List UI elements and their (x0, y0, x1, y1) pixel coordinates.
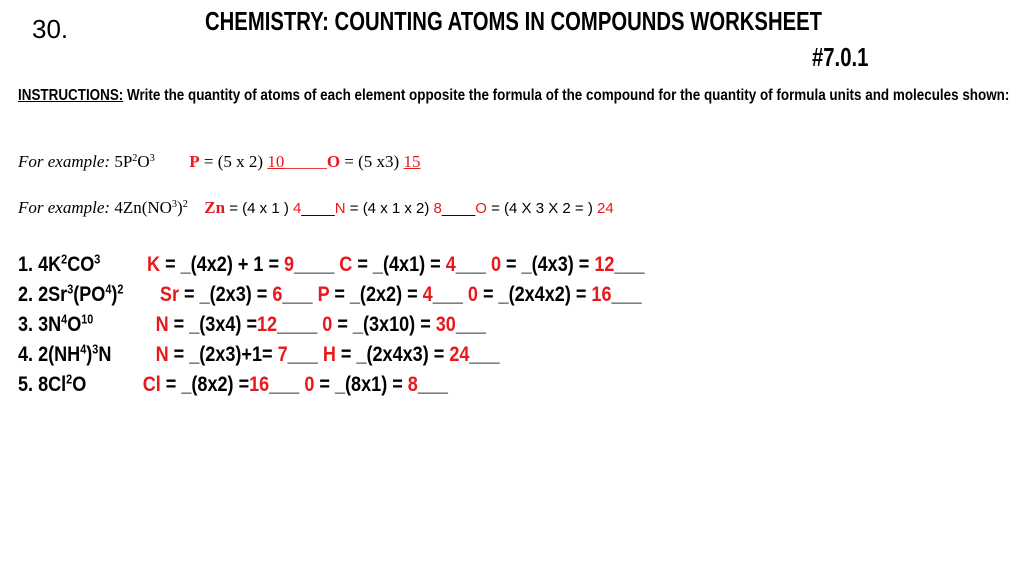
example-formula: $5P^2O^3$ (114, 152, 155, 171)
example-part: O = (4 X 3 X 2 = ) 24 (475, 200, 614, 217)
problem-part: Cl = _(8x2) =16___ (142, 373, 300, 396)
example-part: P = (5 x 2) 10_____ (189, 152, 327, 171)
example-part: O = (5 x3) 15 (326, 152, 421, 171)
problem-part: 0 = _(2x4x2) = 16___ (467, 283, 642, 306)
example-answer: 10 (267, 152, 285, 171)
example-label: For example: (18, 152, 111, 171)
problem-part: P = _(2x2) = 4___ (317, 283, 463, 306)
problem-row (18, 313, 562, 337)
problem-answer: 9 (284, 253, 295, 276)
slide-number: 30. (32, 14, 69, 44)
problem-row (18, 373, 518, 397)
problem-formula: 4. $2(NH^4)^3N$ (18, 342, 112, 366)
problem-formula: 1. $4K^2CO^3$ (18, 252, 101, 276)
example-answer: 15 (403, 152, 421, 171)
problem-answer: 30 (435, 313, 456, 336)
problem-answer: 6 (272, 283, 283, 306)
problem-part: K = _(4x2) + 1 = 9____ (147, 253, 335, 276)
example-answer: 24 (597, 200, 614, 217)
problem-part: C = _(4x1) = 4___ (339, 253, 486, 276)
problem-answer: 8 (407, 373, 418, 396)
example-label: For example: (18, 198, 111, 217)
problem-part: 0 = _(8x1) = 8___ (304, 373, 448, 396)
problem-answer: 16 (249, 373, 270, 396)
example-part: Zn = (4 x 1 ) 4____ (204, 198, 335, 217)
problem-answer: 24 (449, 343, 470, 366)
problem-part: Sr = _(2x3) = 6___ (159, 283, 313, 306)
problem-answer: 12 (594, 253, 615, 276)
problem-answer: 7 (277, 343, 288, 366)
worksheet-number: #7.0.1 (812, 42, 869, 72)
problem-answer: 16 (591, 283, 612, 306)
instructions (18, 84, 1018, 107)
example-formula: $4Zn(NO^3)^2$ (114, 198, 188, 217)
example-answer: 8 (433, 200, 442, 217)
problem-formula: 3. $3N^4O^{10}$ (18, 312, 94, 336)
problem-part: H = _(2x4x3) = 24___ (322, 343, 500, 366)
worksheet-title: CHEMISTRY: COUNTING ATOMS IN COMPOUNDS WORKSHEET (205, 6, 823, 36)
problem-formula: 5. 8Cl$^2$O (18, 372, 87, 396)
problem-answer: 4 (445, 253, 456, 276)
problem-row (18, 283, 743, 307)
problem-part: N = _(2x3)+1= 7___ (155, 343, 318, 366)
example-row (18, 198, 614, 218)
example-row (18, 152, 420, 172)
problem-answer: 12 (256, 313, 278, 336)
problem-row (18, 253, 747, 277)
problem-part: N = _(3x4) =12____ (155, 313, 318, 336)
problem-part: 0 = _(3x10) = 30___ (322, 313, 486, 336)
problem-row (18, 343, 578, 367)
example-answer: 4 (293, 200, 302, 217)
instructions-label: INSTRUCTIONS: (18, 87, 124, 104)
problem-answer: 4 (422, 283, 433, 306)
example-part: N = (4 x 1 x 2) 8____ (334, 200, 476, 217)
instructions-text: Write the quantity of atoms of each element opposite the formula of the compound for the quantity of formula units and molecules shown: (123, 87, 1010, 104)
problem-part: 0 = _(4x3) = 12___ (490, 253, 645, 276)
problem-formula: 2. $2Sr^3(PO^4)^2$ (18, 282, 124, 306)
